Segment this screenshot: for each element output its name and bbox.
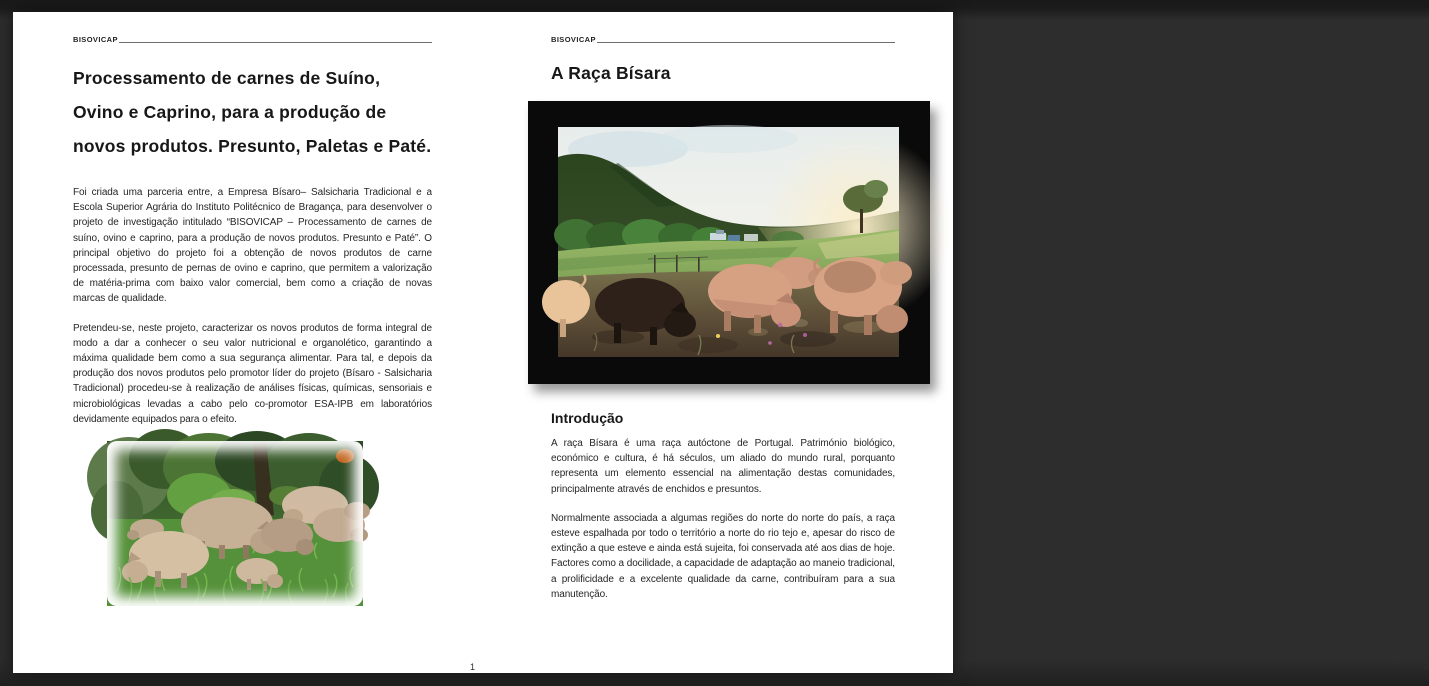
header-rule [597,33,895,43]
running-header-text: BISOVICAP [551,34,596,44]
pigs-grazing-photo [107,441,363,606]
page-1 [73,33,475,672]
page-2-title: A Raça Bísara [551,63,671,83]
introduction-heading: Introdução [551,410,624,426]
bisaro-pigs-hillside-framed-photo [528,101,930,384]
page-2-paragraph-1: A raça Bísara é uma raça autóctone de Portugal. Património biológico, económico e cultura, é há séculos, um aliado do mundo rural, porquanto representa um elemento essencial na alimentação destas comunidades, principalmente através de enchidos e presuntos. [551,438,895,495]
page-1-title: Processamento de carnes de Suíno, Ovino e Caprino, para a produção de novos produtos. Presunto, Paletas e Paté. [73,68,432,156]
page-1-paragraph-2: Pretendeu-se, neste projeto, caracterizar os novos produtos de forma integral de modo a dar a conhecer o seu valor nutricional e organolético, garantindo a máxima qualidade bem como a sua segurança alimentar. Para tal, e depois da produção dos novos produtos pelo promotor líder do projeto (Bísaro - Salsicharia Tradicional) procedeu-se à realização de análises físicas, químicas, sensoriais e microbiológicas levadas a cabo pelo co-promotor ESA-IPB em laboratórios devidamente equipados para o efeito. [73,322,432,425]
page-number-1: 1 [469,662,475,672]
running-header-text: BISOVICAP [73,34,118,44]
page-number-2: 2 [1423,661,1429,671]
hillside-pigs-illustration [558,127,899,357]
page-1-header [73,33,432,43]
page-1-paragraph-1: Foi criada uma parceria entre, a Empresa Bísaro– Salsicharia Tradicional e a Escola Superior Agrária do Instituto Politécnico de Bragança, para desenvolver o projeto de investigação intitulado “BISOVICAP – Processamento de carnes de suíno, ovino e caprino, para a produção de novos produtos. Presunto e Paté”. O principal objetivo do projeto foi a obtenção de novos produtos de carne processada, presunto de pernas de ovino e caprino, que permitem a valorização de matéria-prima com baixo valor comercial, bem como a criação de novas marcas de qualidade. [73,187,432,305]
header-rule [119,33,432,43]
page-2-paragraph-2: Normalmente associada a algumas regiões do norte do norte do país, a raça esteve espalhada por todo o território a norte do rio tejo e, apesar do risco de extinção a que esteve e ainda está sujeita, foi conservada até aos dias de hoje. Factores como a docilidade, a capacidade de adaptação ao maneio tradicional, a prolificidade e a excelente qualidade da carne, contribuíram para a sua manutenção. [551,512,895,600]
page-2 [551,33,1429,671]
page-2-header [551,33,895,43]
pigs-grazing-illustration [107,441,363,606]
document-spread [13,12,1429,673]
